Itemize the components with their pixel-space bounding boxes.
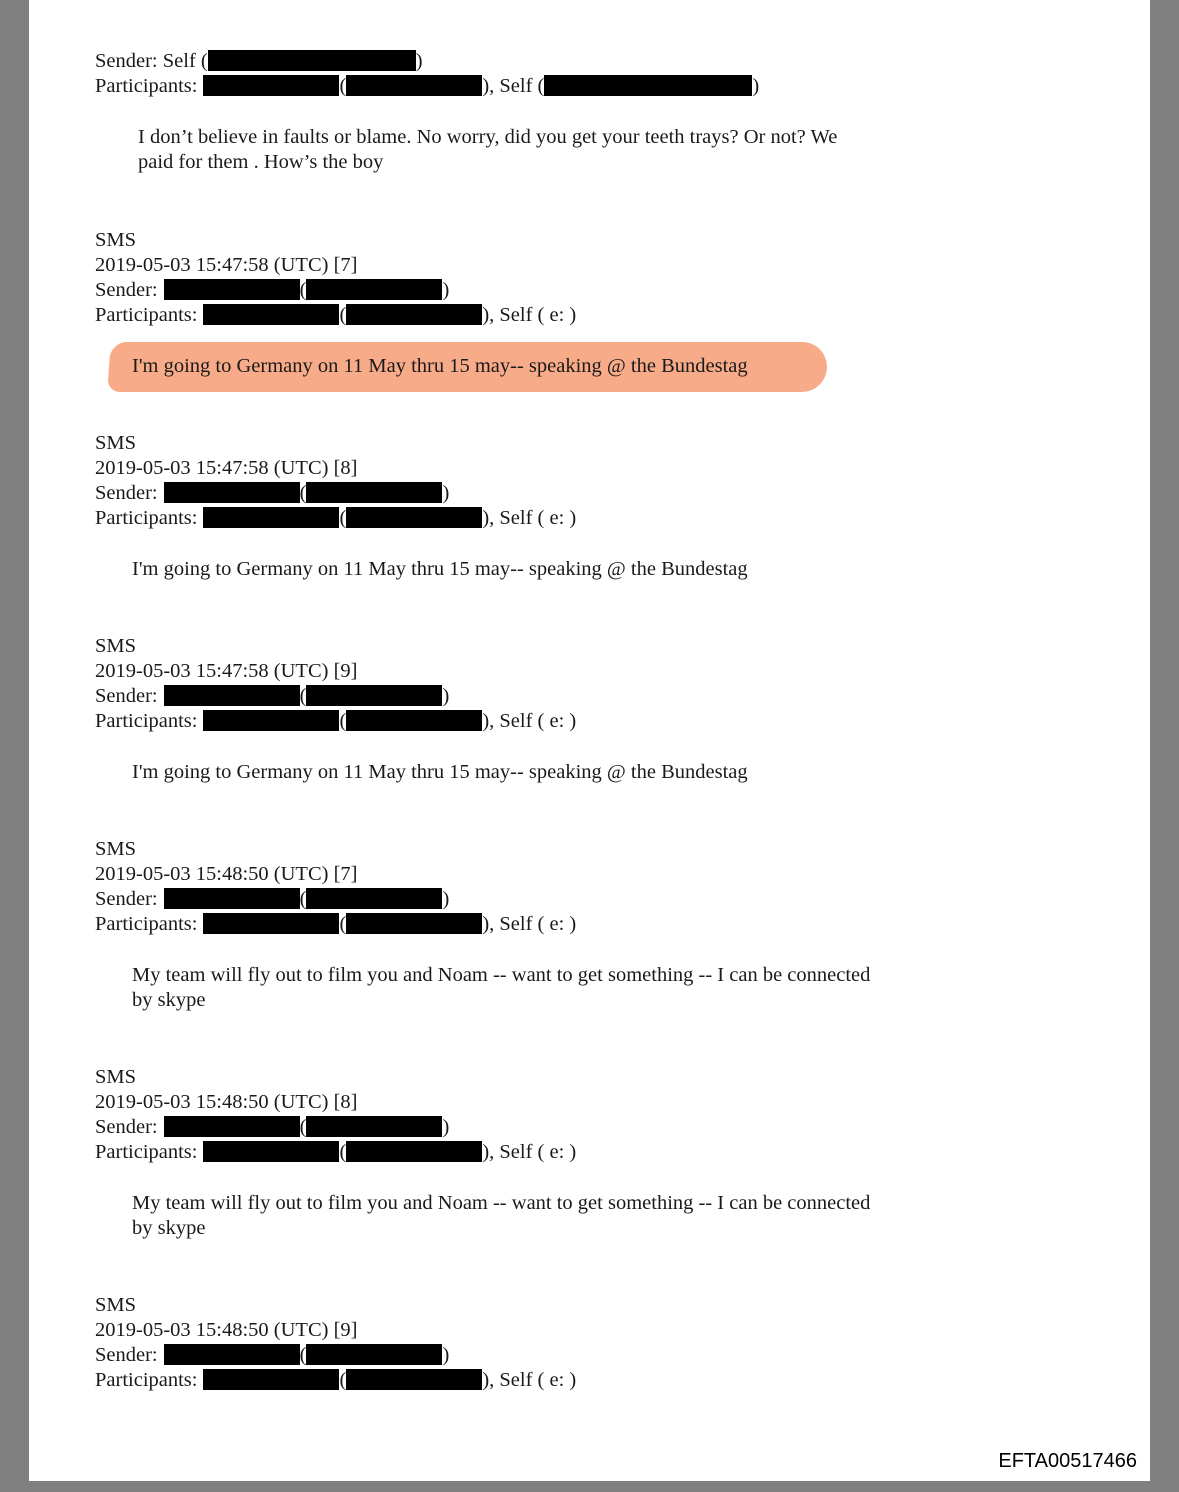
redaction-box — [306, 1344, 442, 1365]
message-text: by skype — [132, 989, 206, 1011]
redaction-box — [203, 507, 339, 528]
message-text: I'm going to Germany on 11 May thru 15 may-- speaking @ the Bundestag — [132, 761, 748, 783]
redaction-box — [164, 482, 300, 503]
participants-line: Participants: ( ), Self ( e: ) — [95, 304, 577, 326]
redaction-box — [203, 75, 339, 96]
document-id: EFTA00517466 — [998, 1450, 1137, 1472]
sender-line: Sender: ( ) — [95, 685, 450, 707]
message-text: by skype — [132, 1217, 206, 1239]
sender-line: Sender: Self ( ) — [95, 50, 423, 72]
sender-line: Sender: ( ) — [95, 279, 450, 301]
participants-line: Participants: ( ), Self ( ) — [95, 75, 760, 97]
message-text: I don’t believe in faults or blame. No worry, did you get your teeth trays? Or not? We — [138, 126, 838, 148]
redaction-box — [306, 685, 442, 706]
redaction-box — [306, 1116, 442, 1137]
sms-label: SMS — [95, 229, 137, 251]
redaction-box — [306, 279, 442, 300]
timestamp: 2019-05-03 15:47:58 (UTC) [9] — [95, 660, 358, 682]
message-text: I'm going to Germany on 11 May thru 15 may-- speaking @ the Bundestag — [132, 558, 748, 580]
sms-label: SMS — [95, 1294, 137, 1316]
redaction-box — [346, 1141, 482, 1162]
redaction-box — [203, 1369, 339, 1390]
sms-label: SMS — [95, 635, 137, 657]
sms-label: SMS — [95, 838, 137, 860]
sender-line: Sender: ( ) — [95, 482, 450, 504]
sender-line: Sender: ( ) — [95, 888, 450, 910]
redaction-box — [203, 1141, 339, 1162]
redaction-box — [203, 304, 339, 325]
participants-line: Participants: ( ), Self ( e: ) — [95, 1141, 577, 1163]
participants-line: Participants: ( ), Self ( e: ) — [95, 710, 577, 732]
redaction-box — [164, 685, 300, 706]
redaction-box — [346, 1369, 482, 1390]
redaction-box — [164, 1344, 300, 1365]
message-text: My team will fly out to film you and Noam -- want to get something -- I can be connected — [132, 1192, 871, 1214]
participants-line: Participants: ( ), Self ( e: ) — [95, 507, 577, 529]
redaction-box — [306, 482, 442, 503]
document-page — [29, 0, 1150, 1481]
redaction-box — [346, 507, 482, 528]
sender-line: Sender: ( ) — [95, 1344, 450, 1366]
timestamp: 2019-05-03 15:48:50 (UTC) [9] — [95, 1319, 358, 1341]
redaction-box — [203, 710, 339, 731]
timestamp: 2019-05-03 15:48:50 (UTC) [7] — [95, 863, 358, 885]
timestamp: 2019-05-03 15:47:58 (UTC) [7] — [95, 254, 358, 276]
timestamp: 2019-05-03 15:47:58 (UTC) [8] — [95, 457, 358, 479]
redaction-box — [203, 913, 339, 934]
redaction-box — [346, 304, 482, 325]
redaction-box — [346, 75, 482, 96]
participants-line: Participants: ( ), Self ( e: ) — [95, 913, 577, 935]
redaction-box — [346, 913, 482, 934]
participants-line: Participants: ( ), Self ( e: ) — [95, 1369, 577, 1391]
redaction-box — [306, 888, 442, 909]
redaction-box — [164, 1116, 300, 1137]
message-text: paid for them . How’s the boy — [138, 151, 384, 173]
sms-label: SMS — [95, 432, 137, 454]
message-text: My team will fly out to film you and Noam -- want to get something -- I can be connected — [132, 964, 871, 986]
redaction-box — [164, 279, 300, 300]
timestamp: 2019-05-03 15:48:50 (UTC) [8] — [95, 1091, 358, 1113]
redaction-box — [346, 710, 482, 731]
redaction-box — [544, 75, 752, 96]
message-text: I'm going to Germany on 11 May thru 15 may-- speaking @ the Bundestag — [132, 355, 748, 377]
redaction-box — [208, 50, 416, 71]
sender-line: Sender: ( ) — [95, 1116, 450, 1138]
redaction-box — [164, 888, 300, 909]
sms-label: SMS — [95, 1066, 137, 1088]
